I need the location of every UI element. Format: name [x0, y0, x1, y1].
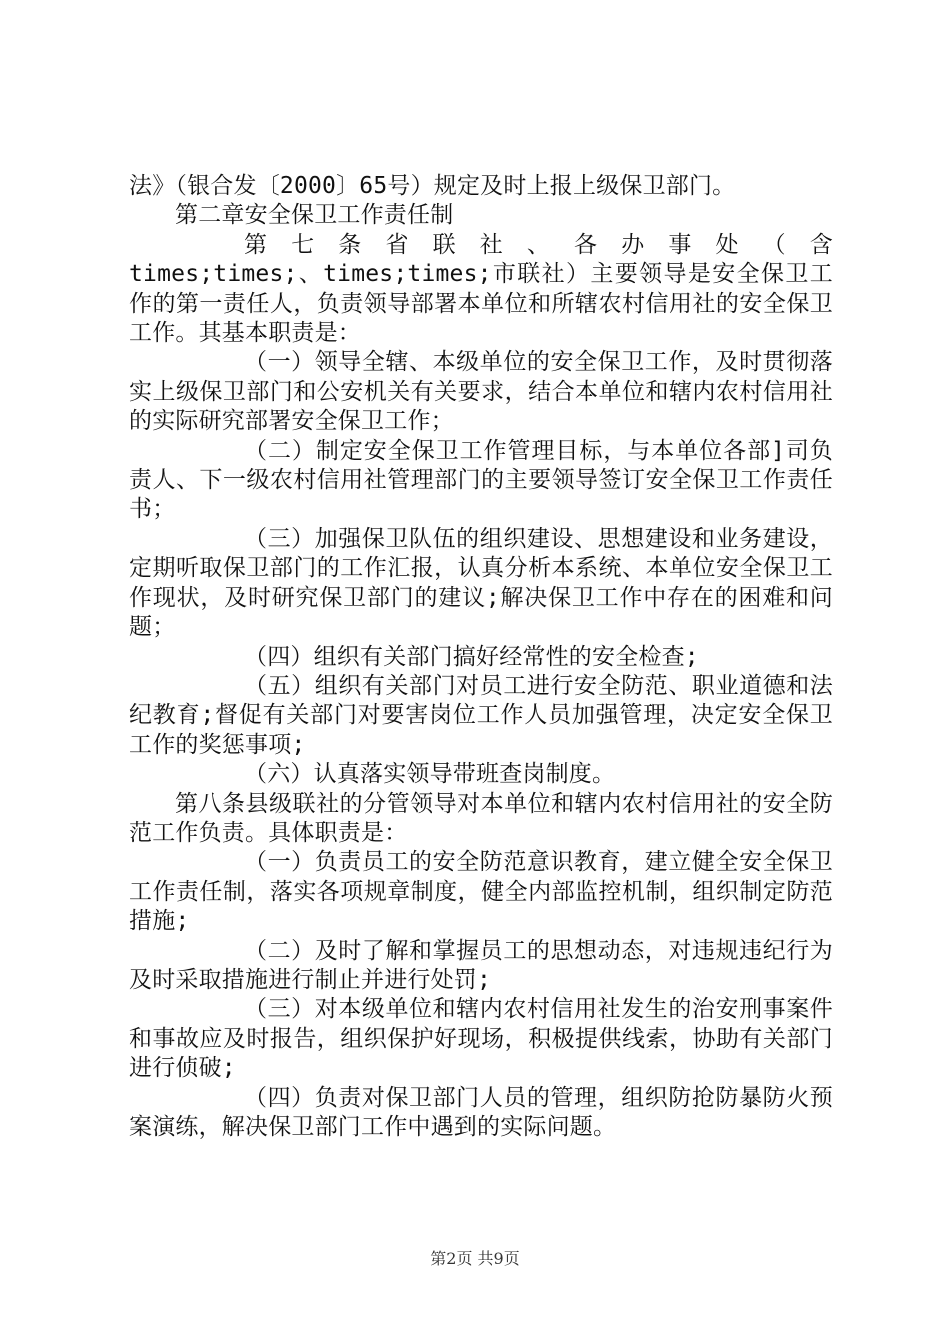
article-8-item-2: （二）及时了解和掌握员工的思想动态，对违规违纪行为及时采取措施进行制止并进行处罚; [129, 937, 833, 993]
article-7-item-4: （四）组织有关部门搞好经常性的安全检查; [244, 643, 699, 670]
article-8-item-1: （一）负责员工的安全防范意识教育，建立健全安全保卫工作责任制，落实各项规章制度，健全内部监控机制，组织制定防范措施; [129, 849, 833, 935]
document-body [129, 172, 833, 1142]
paragraph-continuation: 法》（银合发〔2000〕65号）规定及时上报上级保卫部门。 [129, 173, 736, 199]
article-8-item-4: （四）负责对保卫部门人员的管理，组织防抢防暴防火预案演练，解决保卫部门工作中遇到的实际问题。 [129, 1084, 833, 1140]
page-number-footer: 第2页 共9页 [430, 1249, 520, 1268]
article-7-item-3: （三）加强保卫队伍的组织建设、思想建设和业务建设，定期听取保卫部门的工作汇报，认真分析本系统、本单位安全保卫工作现状，及时研究保卫部门的建议;解决保卫工作中存在的困难和问题； [129, 525, 833, 641]
article-7-body: times;times;、times;times;市联社）主要领导是安全保卫工作的第一责任人，负责领导部署本单位和所辖农村信用社的安全保卫工作。其基本职责是： [129, 261, 833, 347]
article-8-item-3: （三）对本级单位和辖内农村信用社发生的治安刑事案件和事故应及时报告，组织保护好现场，积极提供线索，协助有关部门进行侦破; [129, 996, 833, 1082]
article-7-heading-line: 第七条省联社、各办事处（含 [244, 231, 833, 258]
article-7-item-2: （二）制定安全保卫工作管理目标，与本单位各部]司负责人、下一级农村信用社管理部门的主要领导签订安全保卫工作责任书； [129, 437, 833, 523]
article-7-item-5: （五）组织有关部门对员工进行安全防范、职业道德和法纪教育;督促有关部门对要害岗位工作人员加强管理，决定安全保卫工作的奖惩事项; [129, 672, 833, 758]
chapter-heading: 第二章安全保卫工作责任制 [175, 202, 454, 229]
article-8-body: 第八条县级联社的分管领导对本单位和辖内农村信用社的安全防范工作负责。具体职责是： [129, 790, 833, 846]
article-7-item-6: （六）认真落实领导带班查岗制度。 [244, 761, 616, 788]
article-7-item-1: （一）领导全辖、本级单位的安全保卫工作，及时贯彻落实上级保卫部门和公安机关有关要求，结合本单位和辖内农村信用社的实际研究部署安全保卫工作； [129, 349, 833, 435]
